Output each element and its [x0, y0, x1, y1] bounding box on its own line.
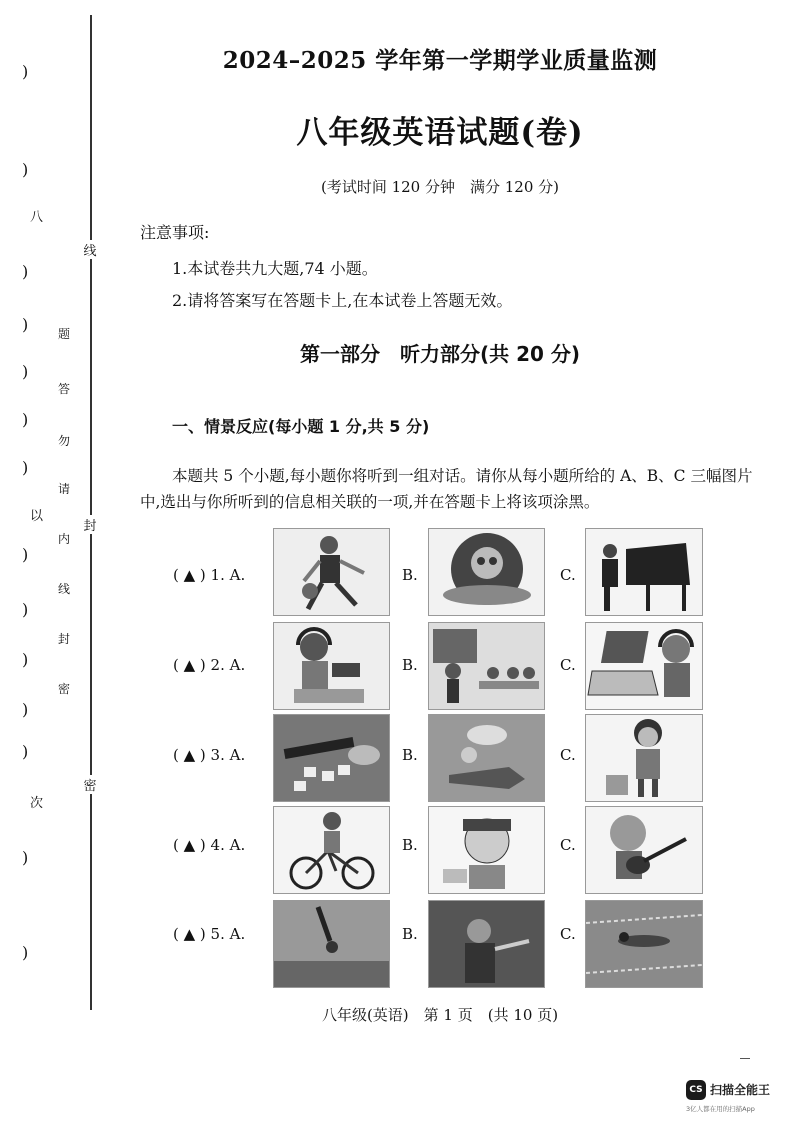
note-item: 1.本试卷共九大题,74 小题。	[172, 259, 378, 278]
question-3-label: ( ▲ ) 3. A.	[173, 746, 246, 764]
margin-paren: )	[22, 160, 29, 179]
q2-option-c: C.	[560, 656, 576, 674]
note-item: 2.请将答案写在答题卡上,在本试卷上答题无效。	[172, 291, 513, 310]
q4-image-b-cheering-boy	[428, 806, 545, 894]
margin-paren: )	[22, 848, 29, 867]
binding-word-line: 线	[76, 240, 104, 259]
vertical-notice-char: 答	[57, 382, 70, 396]
margin-side-mark: 八	[30, 210, 44, 225]
q2-image-c-online-lesson	[585, 622, 703, 710]
exam-info: (考试时间 120 分钟 满分 120 分)	[320, 178, 560, 196]
margin-paren: )	[22, 742, 29, 761]
margin-paren: )	[22, 545, 29, 564]
q4-image-a-cyclist	[273, 806, 390, 894]
binding-line	[90, 15, 92, 1010]
scanner-watermark	[686, 1080, 786, 1116]
q3-image-c-recycling	[585, 714, 703, 802]
exam-title: 八年级英语试题(卷)	[296, 115, 584, 151]
q4-image-c-guitar-boy	[585, 806, 703, 894]
margin-paren: )	[22, 315, 29, 334]
vertical-notice-char: 内	[57, 532, 70, 546]
q5-image-b-tennis	[428, 900, 545, 988]
vertical-notice-char: 线	[57, 582, 70, 596]
margin-paren: )	[22, 600, 29, 619]
q1-option-c: C.	[560, 566, 576, 584]
q5-image-a-diver	[273, 900, 390, 988]
section-title: 一、情景反应(每小题 1 分,共 5 分)	[172, 417, 430, 436]
part-title: 第一部分 听力部分(共 20 分)	[299, 342, 581, 366]
q1-image-c-piano	[585, 528, 703, 616]
question-1-label: ( ▲ ) 1. A.	[173, 566, 246, 584]
q3-image-a-cutting	[273, 714, 390, 802]
watermark-subtitle: 3亿人都在用的扫描App	[686, 1105, 755, 1113]
q5-option-b: B.	[402, 925, 418, 943]
q1-image-b-pilot	[428, 528, 545, 616]
q3-option-c: C.	[560, 746, 576, 764]
watermark-name: 扫描全能王	[710, 1083, 771, 1097]
vertical-notice-char: 请	[57, 482, 70, 496]
q3-image-b-fish	[428, 714, 545, 802]
q5-image-c-swimmer	[585, 900, 703, 988]
binding-word-seal: 封	[76, 515, 104, 534]
notes-heading: 注意事项:	[140, 223, 210, 242]
vertical-notice-char: 勿	[57, 434, 70, 448]
binding-word-secret: 密	[76, 775, 104, 794]
margin-paren: )	[22, 362, 29, 381]
term-title: 2024–2025 学年第一学期学业质量监测	[222, 47, 658, 74]
q3-option-b: B.	[402, 746, 418, 764]
q2-option-b: B.	[402, 656, 418, 674]
page-mark	[740, 1058, 750, 1059]
camscanner-logo-icon: CS	[686, 1080, 706, 1100]
margin-paren: )	[22, 62, 29, 81]
q4-option-b: B.	[402, 836, 418, 854]
margin-side-mark: 次	[30, 796, 44, 811]
margin-side-mark: 以	[30, 509, 44, 524]
q1-option-b: B.	[402, 566, 418, 584]
question-4-label: ( ▲ ) 4. A.	[173, 836, 246, 854]
question-5-label: ( ▲ ) 5. A.	[173, 925, 246, 943]
q4-option-c: C.	[560, 836, 576, 854]
q2-image-a-boy-headphones	[273, 622, 390, 710]
question-2-label: ( ▲ ) 2. A.	[173, 656, 246, 674]
page-footer: 八年级(英语) 第 1 页 (共 10 页)	[321, 1006, 559, 1024]
vertical-notice-char: 题	[57, 327, 70, 341]
margin-paren: )	[22, 458, 29, 477]
section-instructions: 本题共 5 个小题,每小题你将听到一组对话。请你从每小题所给的 A、B、C 三幅图片中,选出与你所听到的信息相关联的一项,并在答题卡上将该项涂黑。	[140, 467, 753, 511]
q1-image-a-basketball	[273, 528, 390, 616]
margin-paren: )	[22, 410, 29, 429]
q2-image-b-classroom	[428, 622, 545, 710]
margin-paren: )	[22, 700, 29, 719]
margin-paren: )	[22, 650, 29, 669]
vertical-notice-char: 封	[57, 632, 70, 646]
vertical-notice-char: 密	[57, 682, 70, 696]
q5-option-c: C.	[560, 925, 576, 943]
margin-paren: )	[22, 262, 29, 281]
margin-paren: )	[22, 943, 29, 962]
